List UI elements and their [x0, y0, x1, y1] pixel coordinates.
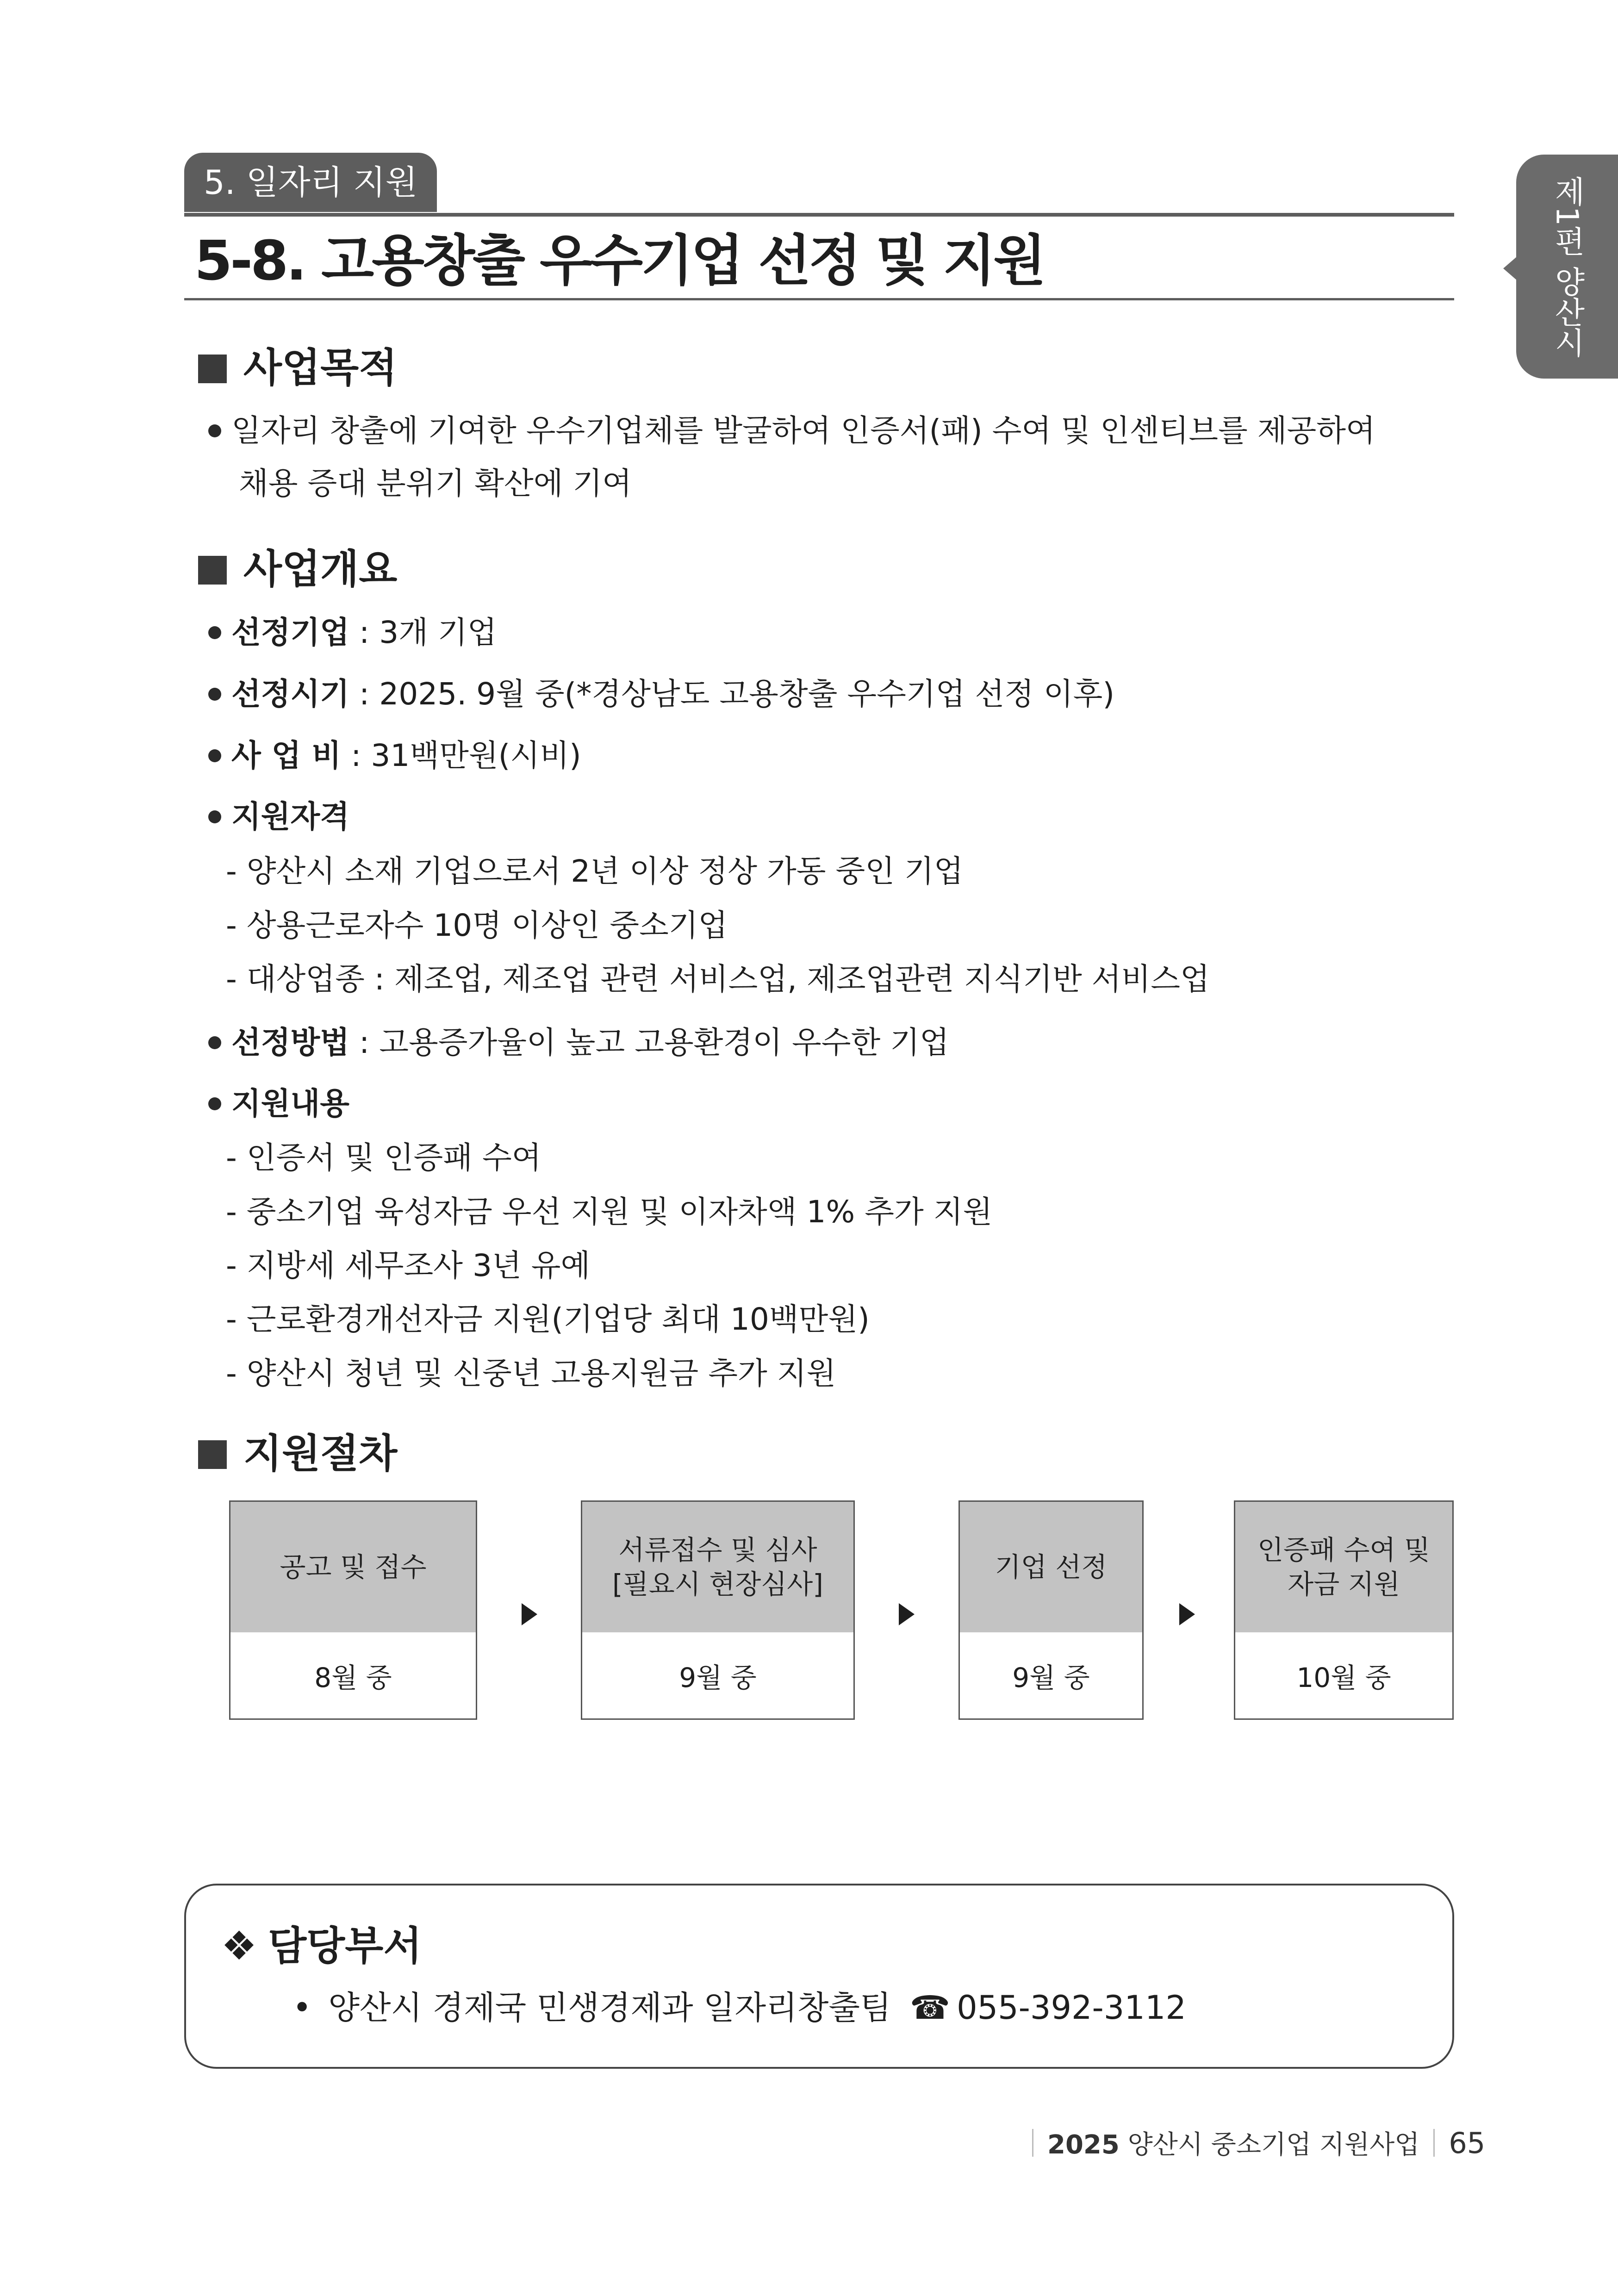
procedure-step-1: [229, 1500, 477, 1720]
step-period: 9월 중: [679, 1662, 757, 1693]
square-bullet-icon: [198, 355, 227, 383]
eligibility-heading: 지원자격: [208, 796, 349, 838]
purpose-text-cont: 채용 증대 분위기 확산에 기여: [239, 466, 632, 501]
support-content-item: - 양산시 청년 및 신중년 고용지원금 추가 지원: [226, 1356, 836, 1391]
selection-timing: 선정시기 : 2025. 9월 중(*경상남도 고용창출 우수기업 선정 이후): [208, 673, 1114, 715]
step-period: 9월 중: [1012, 1662, 1090, 1693]
step-name: 서류접수 및 심사 [필요시 현장심사]: [582, 1502, 853, 1632]
bullet-dot-icon: [208, 1036, 221, 1049]
section-tab: 5. 일자리 지원: [184, 153, 437, 212]
procedure-step-4: [1234, 1500, 1454, 1720]
step-period: 8월 중: [314, 1662, 392, 1693]
bullet-dot-icon: [208, 626, 221, 639]
phone-icon: ☎: [909, 1989, 951, 2027]
flow-arrow-icon: [899, 1603, 915, 1625]
support-content-item: - 인증서 및 인증패 수여: [226, 1140, 541, 1176]
eligibility-item: - 상용근로자수 10명 이상인 중소기업: [226, 908, 728, 943]
contact-heading: ❖ 담당부서: [221, 1923, 422, 1969]
bullet-dot-icon: [208, 688, 221, 701]
bullet-dot-icon: [208, 1097, 221, 1110]
contact-box: [184, 1884, 1454, 2069]
selected-companies: 선정기업 : 3개 기업: [208, 612, 497, 653]
selection-method: 선정방법 : 고용증가율이 높고 고용환경이 우수한 기업: [208, 1022, 949, 1064]
support-content-heading: 지원내용: [208, 1083, 349, 1125]
page-footer: [1018, 2124, 1485, 2161]
diamond-icon: ❖: [221, 1923, 257, 1969]
bullet-dot-icon: [208, 810, 221, 823]
overview-heading: 사업개요: [198, 544, 397, 595]
step-name: 인증패 수여 및 자금 지원: [1235, 1502, 1452, 1632]
contact-line: • 양산시 경제국 민생경제과 일자리창출팀 ☎ 055-392-3112: [292, 1989, 1186, 2027]
square-bullet-icon: [198, 556, 227, 585]
support-content-item: - 중소기업 육성자금 우선 지원 및 이자차액 1% 추가 지원: [226, 1194, 993, 1230]
phone-number: 055-392-3112: [957, 1989, 1186, 2027]
bullet-dot-icon: [208, 749, 221, 762]
step-period: 10월 중: [1296, 1662, 1391, 1693]
project-budget: 사 업 비 : 31백만원(시비): [208, 735, 581, 777]
step-name: 공고 및 접수: [230, 1502, 476, 1632]
procedure-heading: 지원절차: [198, 1428, 397, 1479]
footer-divider: [1032, 2129, 1033, 2157]
procedure-step-2: [581, 1500, 855, 1720]
title-rule-bottom: [184, 298, 1454, 300]
page-number: 65: [1449, 2126, 1486, 2160]
title-rule-top: [184, 213, 1454, 217]
page-title: 5-8. 고용창출 우수기업 선정 및 지원: [194, 229, 1044, 292]
footer-divider: [1433, 2129, 1435, 2157]
side-tab-label: 제1편 양산시: [1549, 175, 1585, 358]
square-bullet-icon: [198, 1440, 227, 1469]
bullet-point: •: [292, 1989, 312, 2027]
flow-arrow-icon: [522, 1603, 537, 1625]
procedure-step-3: [958, 1500, 1144, 1720]
footer-title: 2025 양산시 중소기업 지원사업: [1047, 2130, 1420, 2160]
support-content-item: - 지방세 세무조사 3년 유예: [226, 1248, 591, 1283]
flow-arrow-icon: [1179, 1603, 1195, 1625]
support-content-item: - 근로환경개선자금 지원(기업당 최대 10백만원): [226, 1301, 870, 1337]
side-tab-pointer-icon: [1503, 256, 1517, 280]
eligibility-item: - 대상업종 : 제조업, 제조업 관련 서비스업, 제조업관련 지식기반 서비스업: [226, 961, 1210, 997]
purpose-bullet: 일자리 창출에 기여한 우수기업체를 발굴하여 인증서(패) 수여 및 인센티브를 제공하여: [208, 410, 1375, 452]
eligibility-item: - 양산시 소재 기업으로서 2년 이상 정상 가동 중인 기업: [226, 853, 964, 889]
bullet-dot-icon: [208, 424, 221, 437]
step-name: 기업 선정: [960, 1502, 1142, 1632]
purpose-heading: 사업목적: [198, 342, 397, 393]
